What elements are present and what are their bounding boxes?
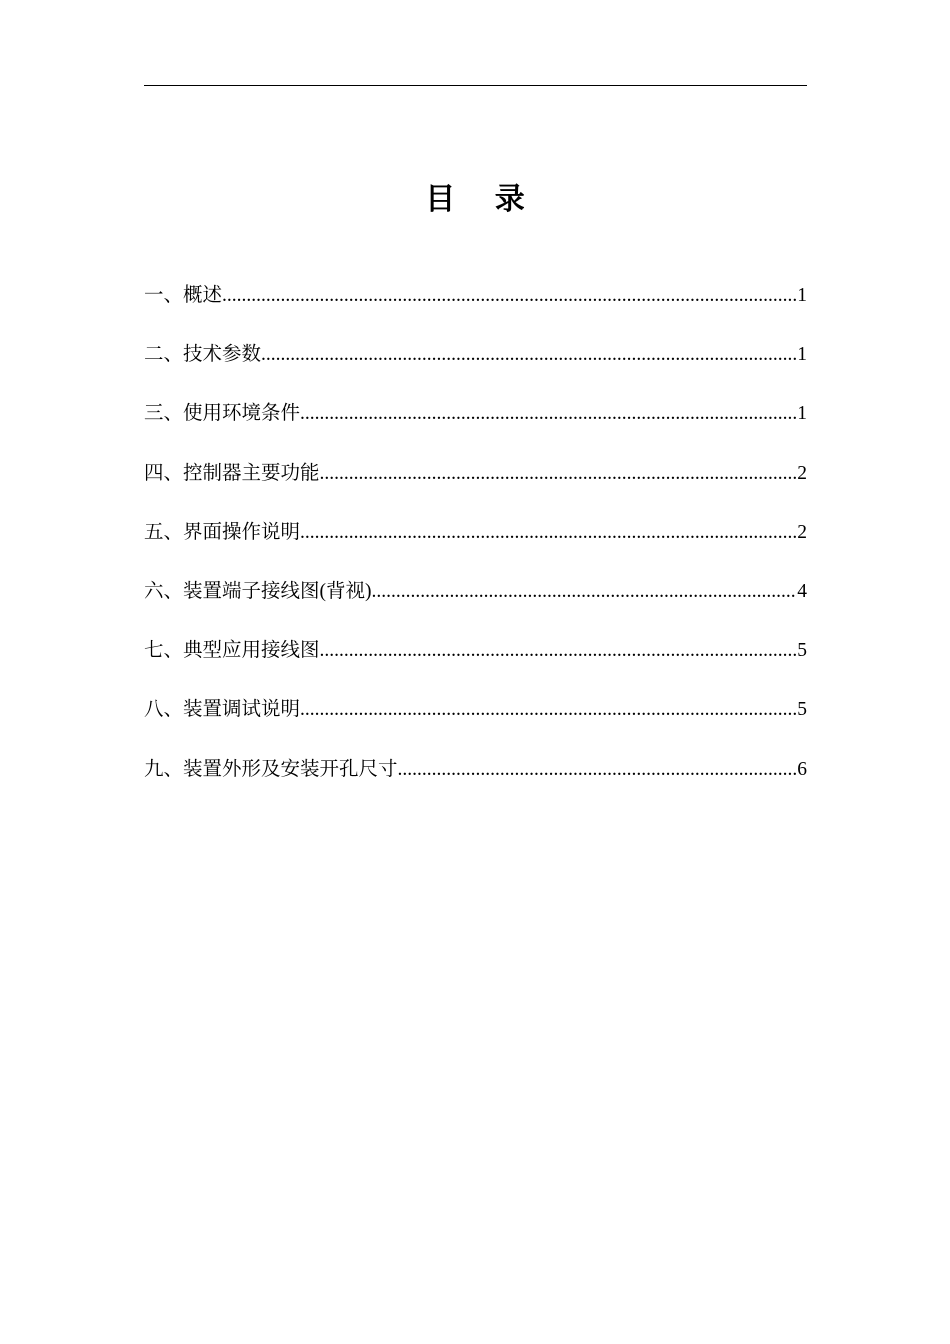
toc-entry-page: 2 <box>797 462 807 484</box>
toc-entry[interactable] <box>144 695 807 754</box>
toc-entry-label: 三、使用环境条件 <box>144 403 301 425</box>
table-of-contents <box>144 281 807 814</box>
toc-entry[interactable] <box>144 518 807 577</box>
toc-dot-leader <box>300 399 797 429</box>
toc-dot-leader <box>372 577 798 607</box>
toc-entry[interactable] <box>144 281 807 340</box>
toc-dot-leader <box>320 459 798 489</box>
toc-entry-label: 二、技术参数 <box>144 344 262 366</box>
toc-dot-leader <box>300 518 797 548</box>
toc-entry-label: 四、控制器主要功能 <box>144 462 320 484</box>
toc-dot-leader <box>300 695 797 725</box>
toc-dot-leader <box>398 755 798 785</box>
toc-entry-label: 七、典型应用接线图 <box>144 640 320 662</box>
toc-entry[interactable] <box>144 340 807 399</box>
toc-entry-page: 2 <box>797 521 807 543</box>
toc-dot-leader <box>320 636 798 666</box>
toc-entry-page: 5 <box>797 699 807 721</box>
toc-entry-page: 6 <box>797 758 807 780</box>
toc-entry[interactable] <box>144 755 807 814</box>
toc-entry[interactable] <box>144 459 807 518</box>
toc-entry-page: 1 <box>797 344 807 366</box>
toc-entry-page: 1 <box>797 403 807 425</box>
toc-entry-label: 八、装置调试说明 <box>144 699 301 721</box>
page-title: 目 录 <box>425 183 541 216</box>
toc-entry-label: 六、装置端子接线图(背视) <box>144 580 372 602</box>
toc-entry-label: 九、装置外形及安装开孔尺寸 <box>144 758 398 780</box>
toc-dot-leader <box>222 281 797 311</box>
toc-entry-label: 一、概述 <box>144 285 223 306</box>
toc-entry-page: 5 <box>797 640 807 662</box>
toc-entry-page: 1 <box>797 285 807 306</box>
toc-entry[interactable] <box>144 577 807 636</box>
toc-dot-leader <box>261 340 797 370</box>
toc-entry-label: 五、界面操作说明 <box>144 521 301 543</box>
toc-entry[interactable] <box>144 636 807 695</box>
toc-entry-page: 4 <box>797 580 807 602</box>
header-rule <box>144 85 807 86</box>
toc-entry[interactable] <box>144 399 807 458</box>
